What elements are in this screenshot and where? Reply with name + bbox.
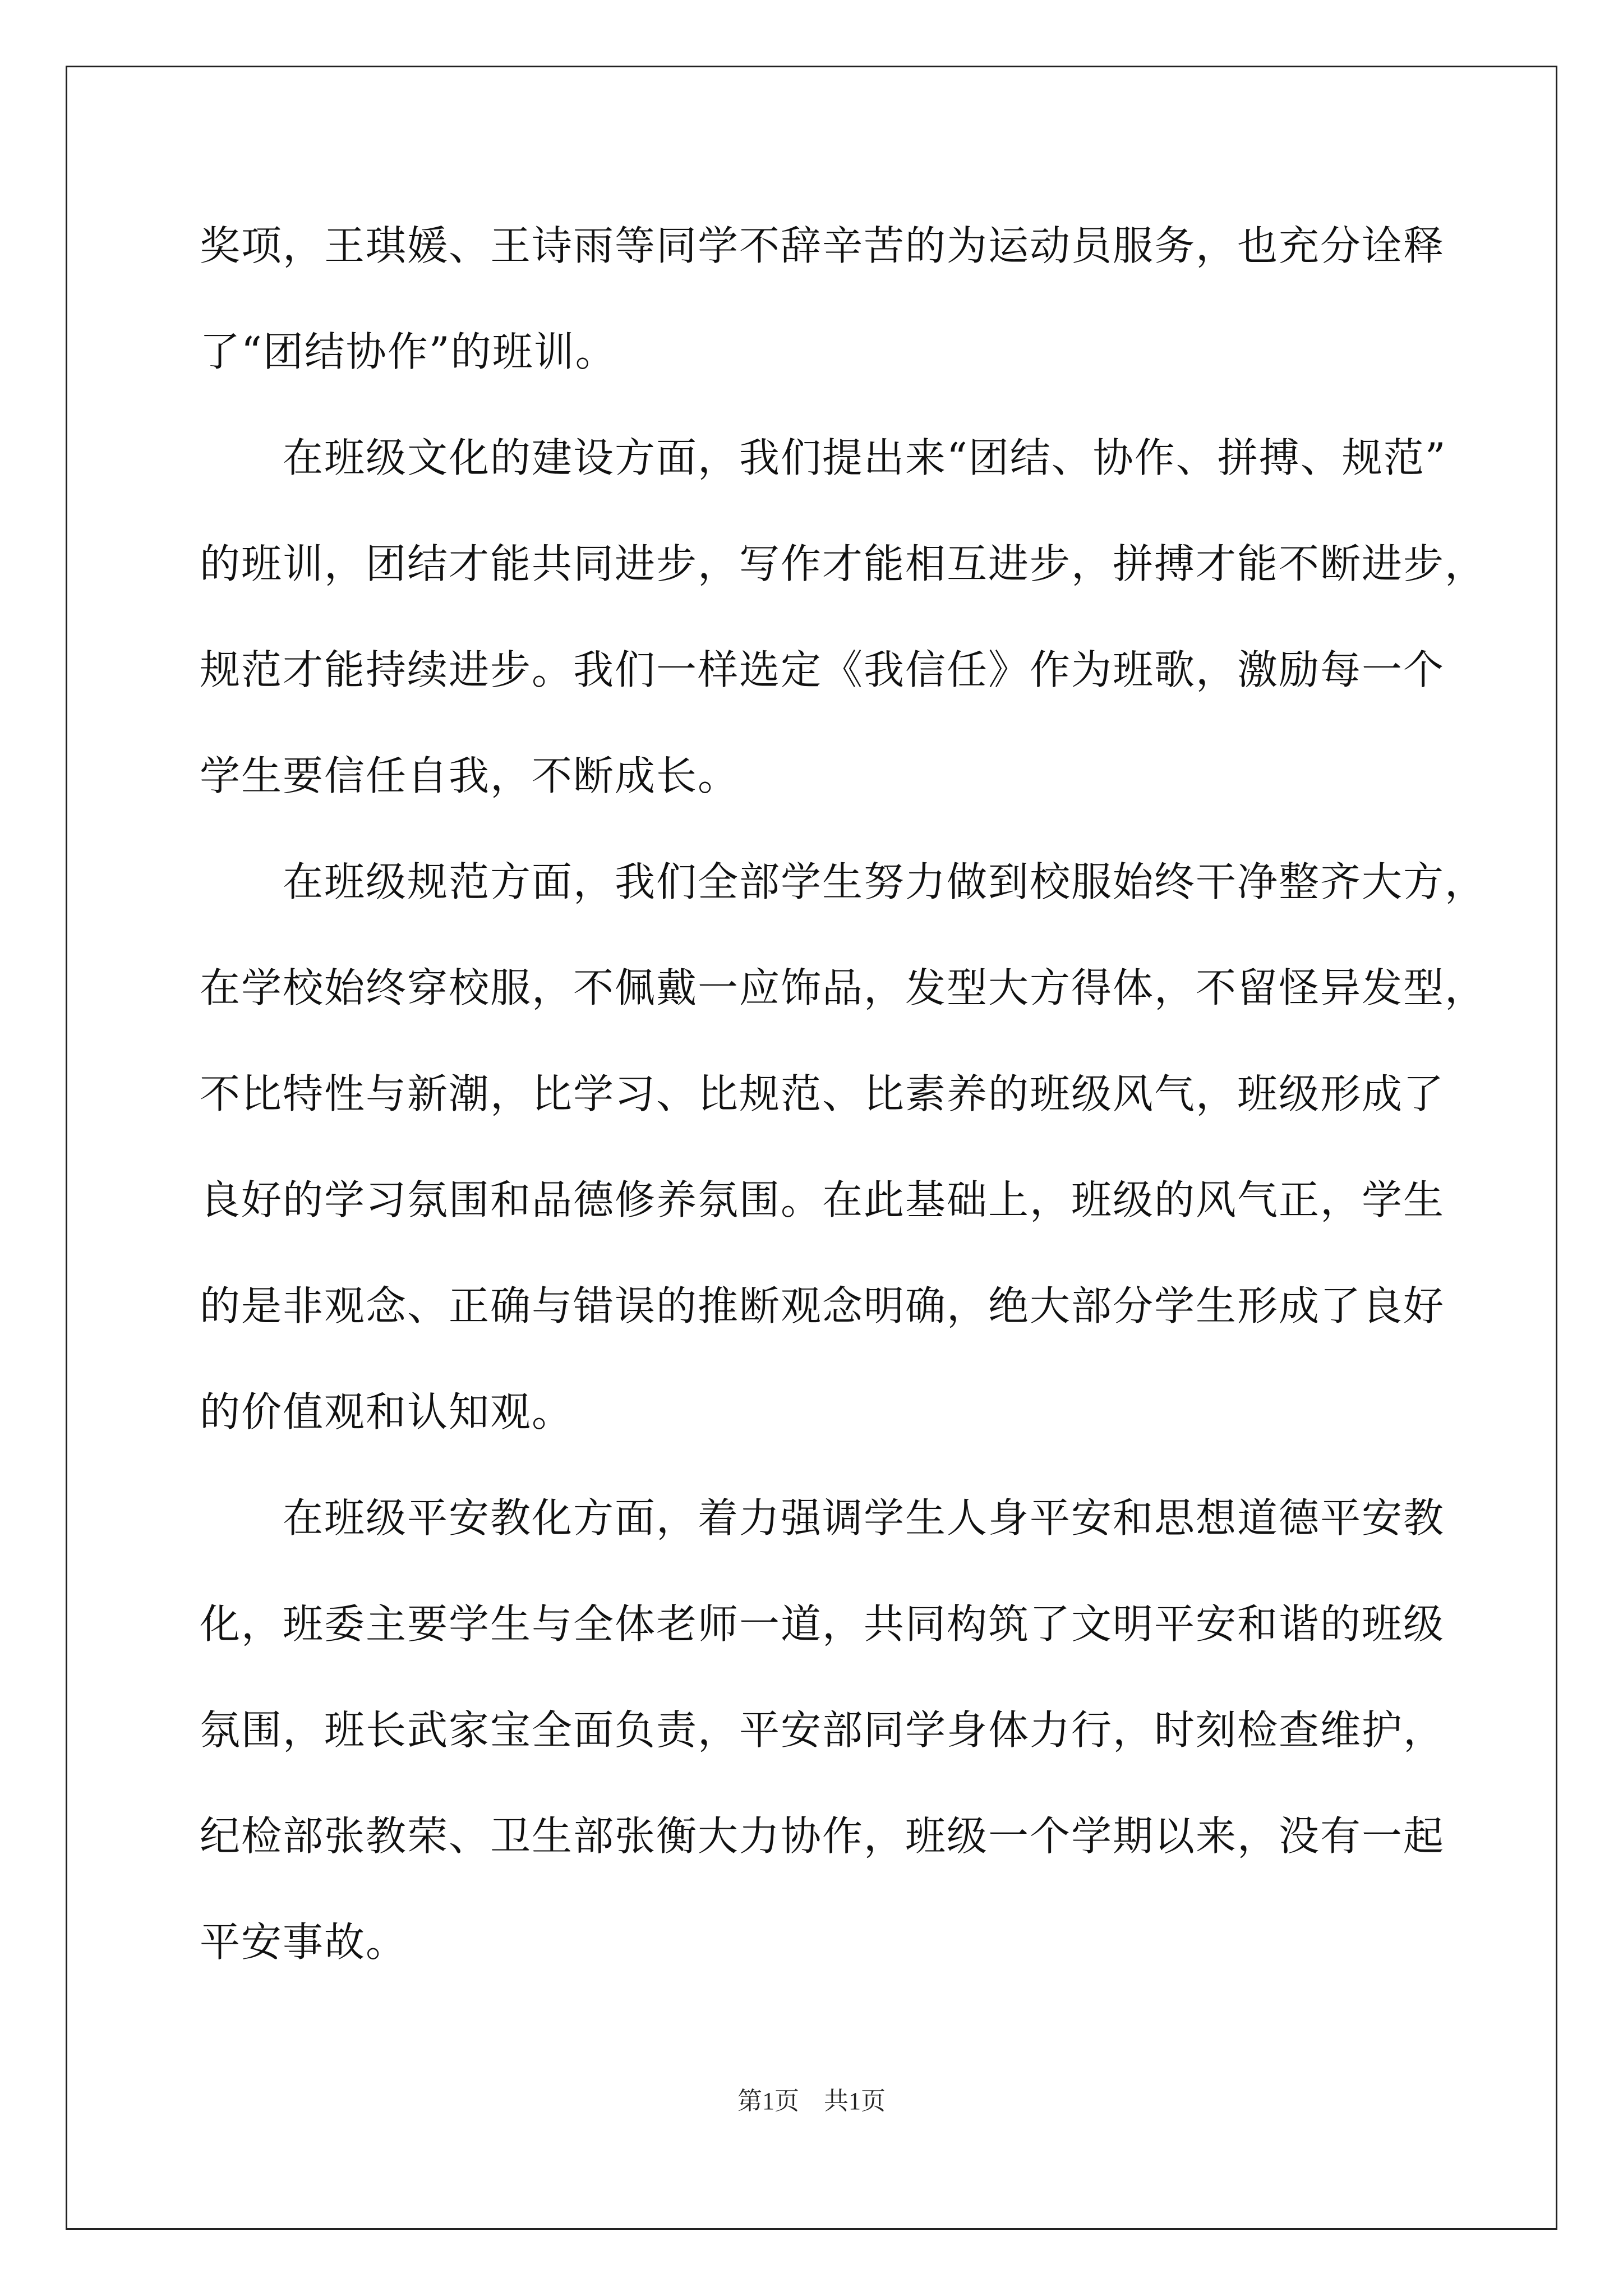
- text-line: 在班级文化的建设方面，我们提出来“团结、协作、拼搏、规范”: [200, 434, 1447, 481]
- text-line: 化，班委主要学生与全体老师一道，共同构筑了文明平安和谐的班级: [200, 1600, 1445, 1648]
- text-line: 奖项，王琪媛、王诗雨等同学不辞辛苦的为运动员服务，也充分诠释: [200, 222, 1445, 269]
- text-line: 在学校始终穿校服，不佩戴一应饰品，发型大方得体，不留怪异发型，: [200, 964, 1487, 1011]
- text-line: 了“团结协作”的班训。: [200, 328, 617, 375]
- text-line: 氛围，班长武家宝全面负责，平安部同学身体力行，时刻检查维护，: [200, 1706, 1445, 1754]
- text-line: 在班级规范方面，我们全部学生努力做到校服始终干净整齐大方，: [200, 858, 1487, 905]
- page-footer: 第1页 共1页: [737, 2087, 886, 2115]
- text-line: 的是非观念、正确与错误的推断观念明确，绝大部分学生形成了良好: [200, 1282, 1445, 1329]
- text-line: 良好的学习氛围和品德修养氛围。在此基础上，班级的风气正，学生: [200, 1176, 1445, 1223]
- text-line: 纪检部张教荣、卫生部张衡大力协作，班级一个学期以来，没有一起: [200, 1812, 1445, 1860]
- text-line: 在班级平安教化方面，着力强调学生人身平安和思想道德平安教: [200, 1494, 1445, 1542]
- text-line: 平安事故。: [200, 1918, 408, 1966]
- text-line: 规范才能持续进步。我们一样选定《我信任》作为班歌，激励每一个: [200, 646, 1445, 693]
- text-line: 的价值观和认知观。: [200, 1388, 574, 1435]
- text-line: 不比特性与新潮，比学习、比规范、比素养的班级风气，班级形成了: [200, 1070, 1445, 1117]
- text-line: 学生要信任自我，不断成长。: [200, 752, 740, 799]
- text-line: 的班训，团结才能共同进步，写作才能相互进步，拼搏才能不断进步，: [200, 540, 1487, 587]
- document-body: [200, 222, 1487, 1966]
